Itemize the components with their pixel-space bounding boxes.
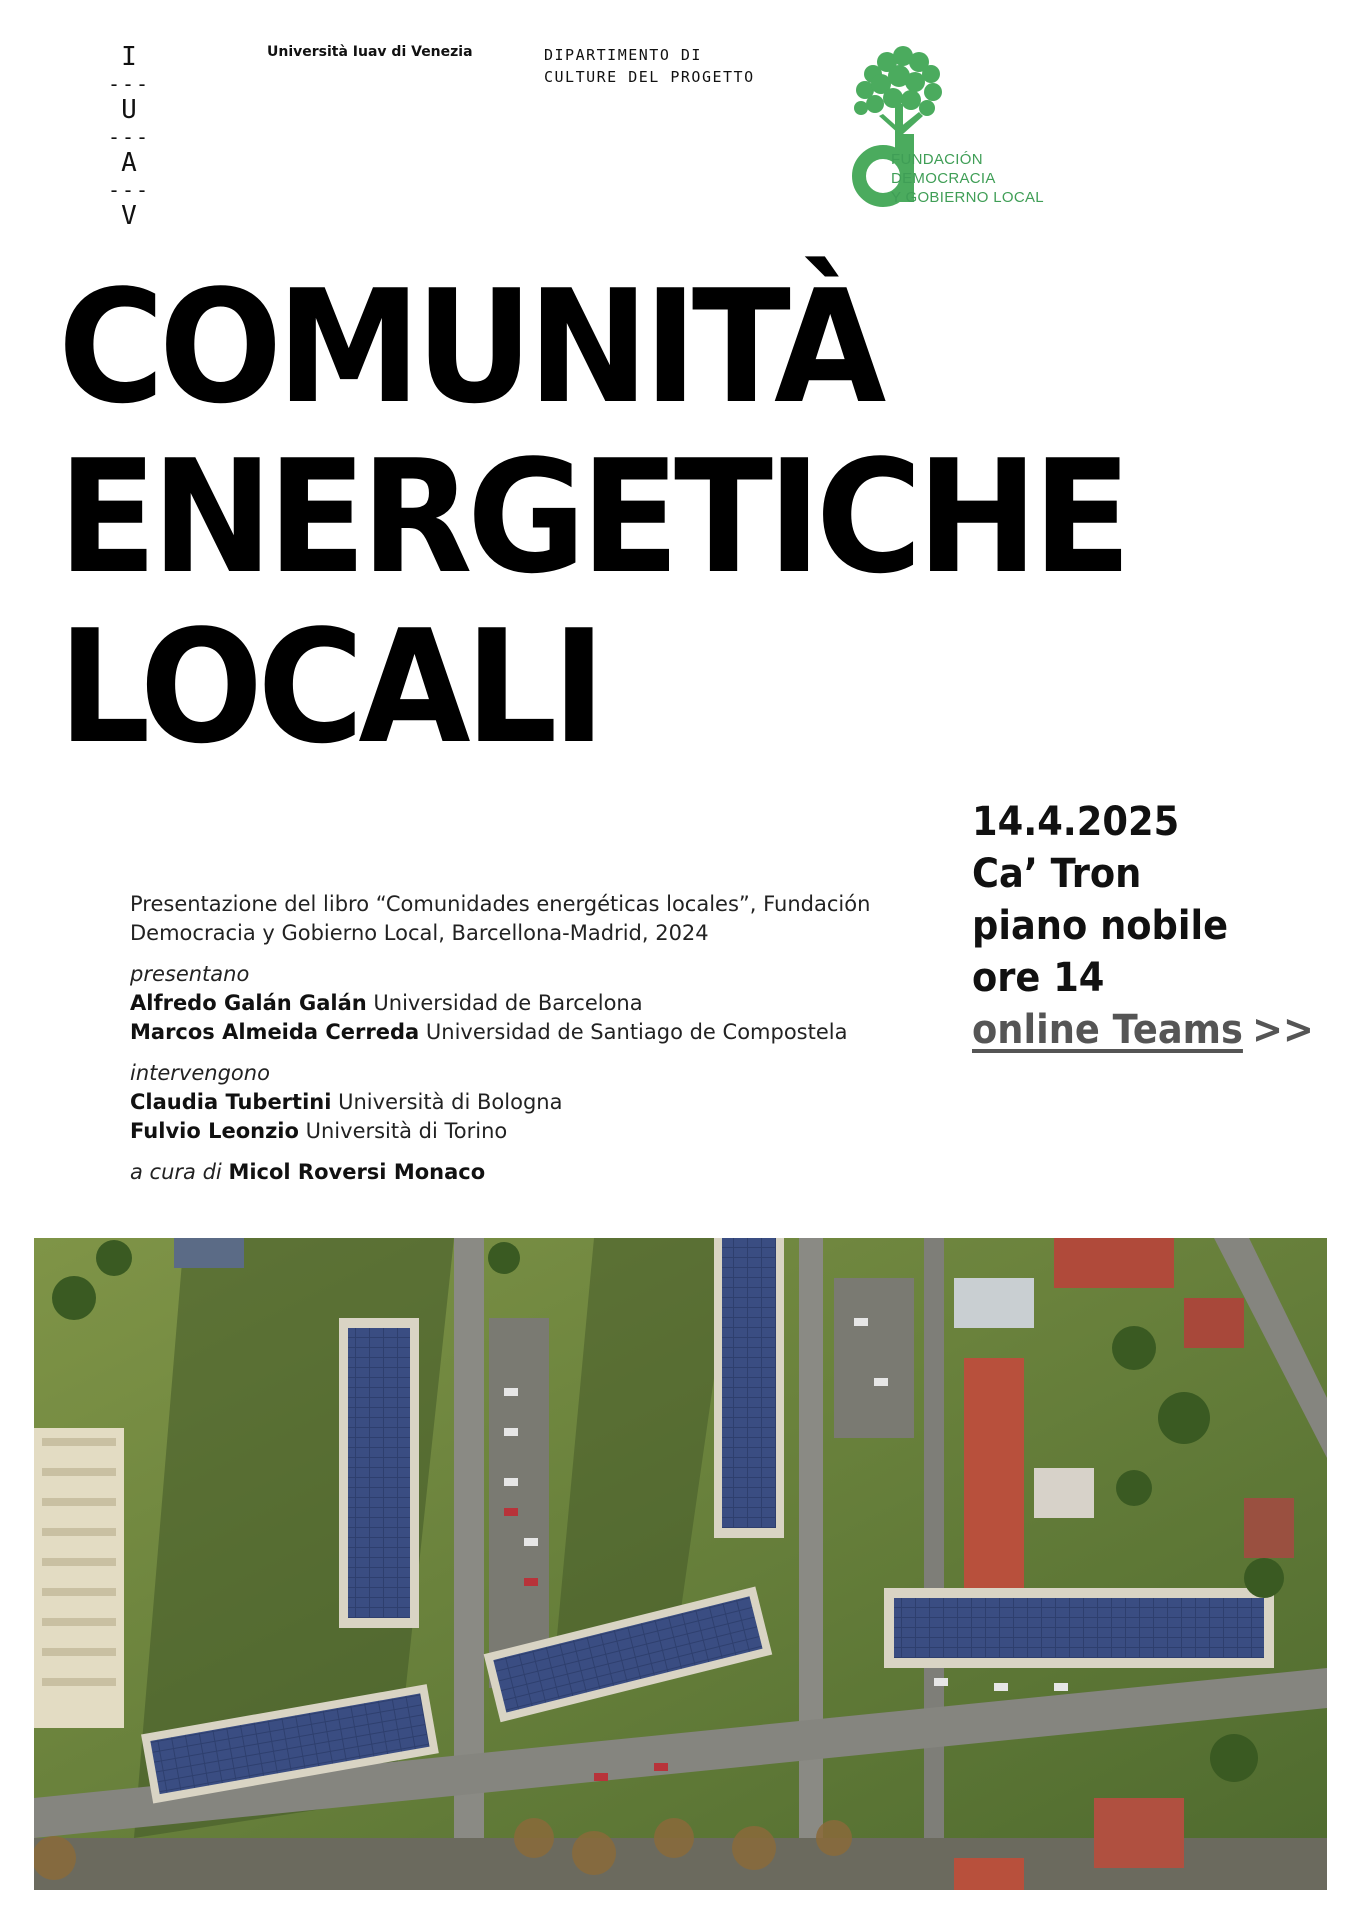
book-line-2: Democracia y Gobierno Local, Barcellona-Madrid, 2024 [130, 921, 709, 945]
iuav-separator: --- [107, 178, 151, 202]
iuav-logo [104, 44, 154, 230]
iuav-letter-v: V [121, 201, 137, 231]
event-info [972, 796, 1314, 1056]
presenters-label: presentano [130, 962, 250, 986]
iuav-letter-a: A [121, 148, 137, 178]
university-name: Università Iuav di Venezia [267, 44, 473, 60]
event-details [130, 890, 870, 1187]
iuav-letter-i: I [121, 42, 137, 72]
department-line-2: CULTURE DEL PROGETTO [544, 68, 755, 86]
foundation-name [891, 150, 1044, 207]
iuav-separator: --- [107, 72, 151, 96]
speakers-label: intervengono [130, 1061, 270, 1085]
speaker-affiliation: Università di Bologna [338, 1090, 563, 1114]
department-name [544, 44, 755, 88]
online-teams-row [972, 1004, 1314, 1056]
presenter-row [130, 1018, 870, 1047]
solar-building [339, 1318, 419, 1628]
presenter-row [130, 989, 870, 1018]
curator-label: a cura di [130, 1160, 222, 1184]
curator-name: Micol Roversi Monaco [228, 1160, 486, 1184]
speaker-name: Fulvio Leonzio [130, 1119, 299, 1143]
speaker-row [130, 1088, 870, 1117]
title-line-3: LOCALI [58, 596, 601, 778]
tree-icon [854, 46, 942, 164]
presenter-affiliation: Universidad de Barcelona [373, 991, 643, 1015]
curator-row [130, 1158, 870, 1187]
title-line-2: ENERGETICHE [58, 426, 1127, 608]
speaker-row [130, 1117, 870, 1146]
presenter-name: Alfredo Galán Galán [130, 991, 367, 1015]
foundation-line-3: Y GOBIERNO LOCAL [891, 189, 1044, 206]
event-time: ore 14 [972, 955, 1105, 1001]
page-title [58, 256, 1127, 778]
iuav-separator: --- [107, 125, 151, 149]
online-teams-link[interactable]: online Teams [972, 1007, 1243, 1053]
title-line-1: COMUNITÀ [58, 256, 881, 438]
foundation-line-1: FUNDACIÓN [891, 151, 983, 168]
event-floor: piano nobile [972, 903, 1229, 949]
event-venue: Ca’ Tron [972, 851, 1142, 897]
solar-building [884, 1588, 1274, 1668]
solar-building [714, 1238, 784, 1538]
foundation-line-2: DEMOCRACIA [891, 170, 996, 187]
arrows-icon[interactable]: >> [1252, 1007, 1314, 1053]
presenter-name: Marcos Almeida Cerreda [130, 1020, 420, 1044]
department-line-1: DIPARTIMENTO DI [544, 46, 702, 64]
iuav-letter-u: U [121, 95, 137, 125]
aerial-photo [34, 1238, 1327, 1890]
event-date: 14.4.2025 [972, 799, 1180, 845]
speaker-name: Claudia Tubertini [130, 1090, 332, 1114]
presenter-affiliation: Universidad de Santiago de Compostela [425, 1020, 848, 1044]
speaker-affiliation: Università di Torino [305, 1119, 508, 1143]
aerial-photo-illustration [34, 1238, 1327, 1890]
book-line-1: Presentazione del libro “Comunidades energéticas locales”, Fundación [130, 892, 871, 916]
